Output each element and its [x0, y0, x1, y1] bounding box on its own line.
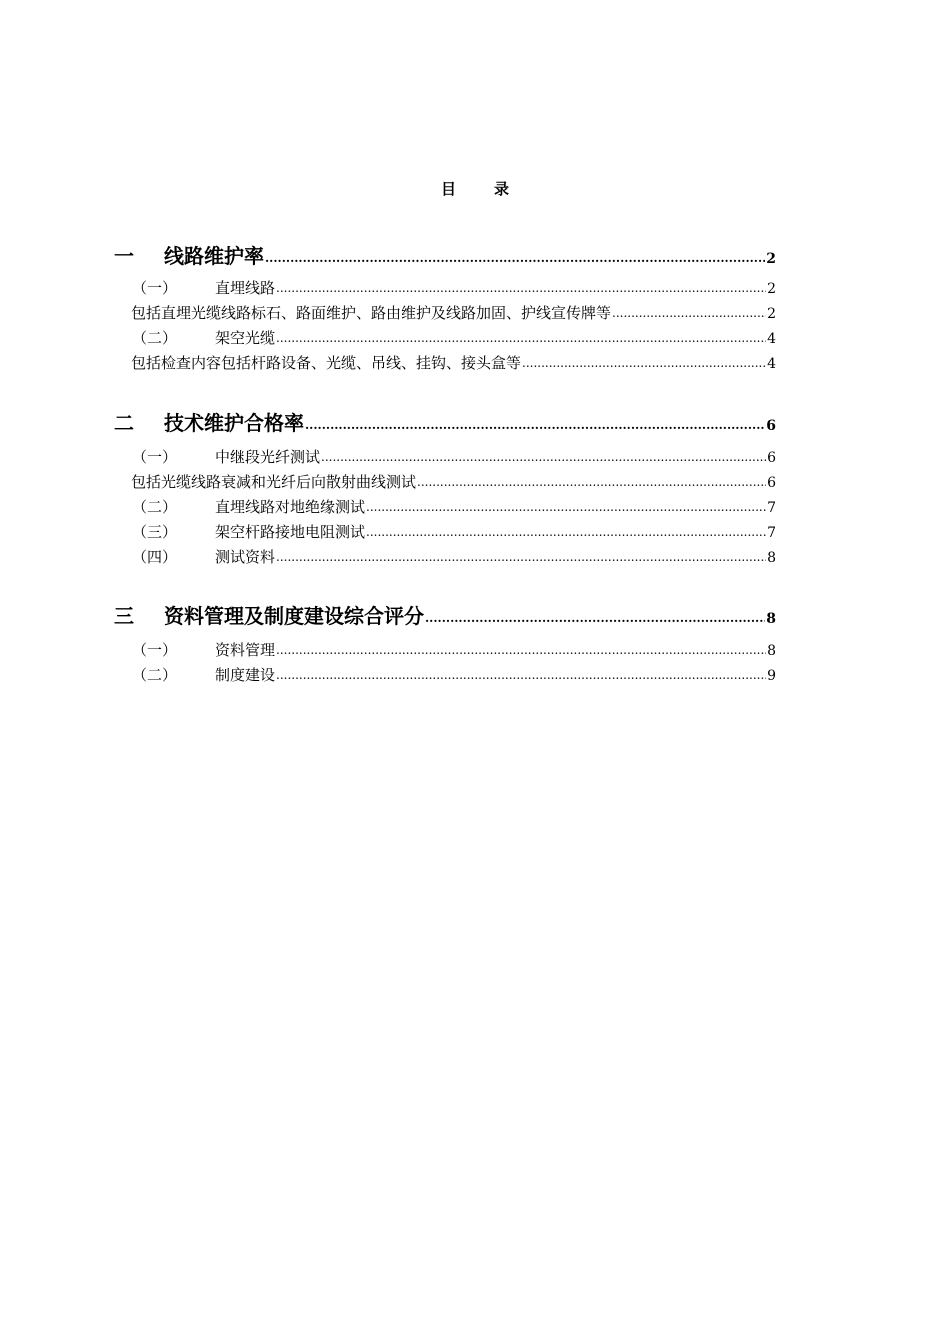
dot-leader [276, 643, 766, 655]
description-text: 包括检查内容包括杆路设备、光缆、吊线、挂钩、接头盒等 [131, 354, 522, 372]
dot-leader [425, 611, 765, 623]
dot-leader [612, 306, 766, 318]
page-number: 6 [766, 418, 776, 434]
dot-leader [276, 668, 766, 680]
toc-title-char-2: 录 [494, 180, 510, 198]
dot-leader [305, 418, 765, 430]
page-number: 8 [767, 550, 776, 566]
subsection-title: 中继段光纤测试 [215, 448, 321, 466]
toc-description-1-2[interactable] [0, 352, 776, 373]
toc-subsection-2-2[interactable] [0, 496, 776, 517]
section-title: 技术维护合格率 [164, 411, 304, 435]
section-title: 线路维护率 [164, 244, 264, 268]
toc-description-2-1[interactable] [0, 471, 776, 492]
toc-subsection-3-2[interactable] [0, 664, 776, 685]
section-number: 一 [114, 244, 134, 268]
toc-section-1[interactable] [0, 240, 776, 269]
subsection-number: （二） [132, 329, 178, 347]
dot-leader [417, 475, 766, 487]
subsection-title: 架空光缆 [215, 329, 276, 347]
page-number: 4 [767, 331, 776, 347]
subsection-number: （一） [132, 279, 178, 297]
toc-title [0, 178, 950, 199]
page-number: 8 [767, 643, 776, 659]
toc-title-char-1: 目 [440, 180, 456, 198]
section-title: 资料管理及制度建设综合评分 [164, 604, 424, 628]
dot-leader [366, 500, 766, 512]
dot-leader [366, 525, 766, 537]
section-number: 三 [114, 604, 134, 628]
dot-leader [276, 281, 766, 293]
subsection-title: 直埋线路对地绝缘测试 [215, 498, 366, 516]
toc-section-2[interactable] [0, 407, 776, 436]
dot-leader [265, 251, 765, 263]
toc-subsection-2-3[interactable] [0, 521, 776, 542]
page-number: 9 [767, 668, 776, 684]
subsection-number: （一） [132, 448, 178, 466]
section-number: 二 [114, 411, 134, 435]
subsection-number: （二） [132, 498, 178, 516]
subsection-title: 制度建设 [215, 666, 276, 684]
page-number: 2 [766, 251, 776, 267]
page-number: 6 [767, 450, 776, 466]
toc-section-3[interactable] [0, 600, 776, 629]
toc-description-1-1[interactable] [0, 302, 776, 323]
subsection-number: （一） [132, 641, 178, 659]
subsection-title: 资料管理 [215, 641, 276, 659]
dot-leader [321, 450, 766, 462]
description-text: 包括直埋光缆线路标石、路面维护、路由维护及线路加固、护线宣传牌等 [131, 304, 612, 322]
dot-leader [276, 550, 766, 562]
page-number: 2 [767, 281, 776, 297]
toc-subsection-2-4[interactable] [0, 546, 776, 567]
subsection-number: （三） [132, 523, 178, 541]
page-number: 6 [767, 475, 776, 491]
page-number: 8 [766, 611, 776, 627]
subsection-number: （二） [132, 666, 178, 684]
subsection-title: 测试资料 [215, 548, 276, 566]
subsection-title: 直埋线路 [215, 279, 276, 297]
subsection-number: （四） [132, 548, 178, 566]
description-text: 包括光缆线路衰减和光纤后向散射曲线测试 [131, 473, 417, 491]
toc-subsection-1-1[interactable] [0, 277, 776, 298]
page-number: 2 [767, 306, 776, 322]
toc-subsection-1-2[interactable] [0, 327, 776, 348]
dot-leader [276, 331, 766, 343]
subsection-title: 架空杆路接地电阻测试 [215, 523, 366, 541]
page-number: 7 [767, 525, 776, 541]
toc-subsection-2-1[interactable] [0, 446, 776, 467]
dot-leader [522, 356, 766, 368]
page-number: 4 [767, 356, 776, 372]
toc-subsection-3-1[interactable] [0, 639, 776, 660]
page-number: 7 [767, 500, 776, 516]
